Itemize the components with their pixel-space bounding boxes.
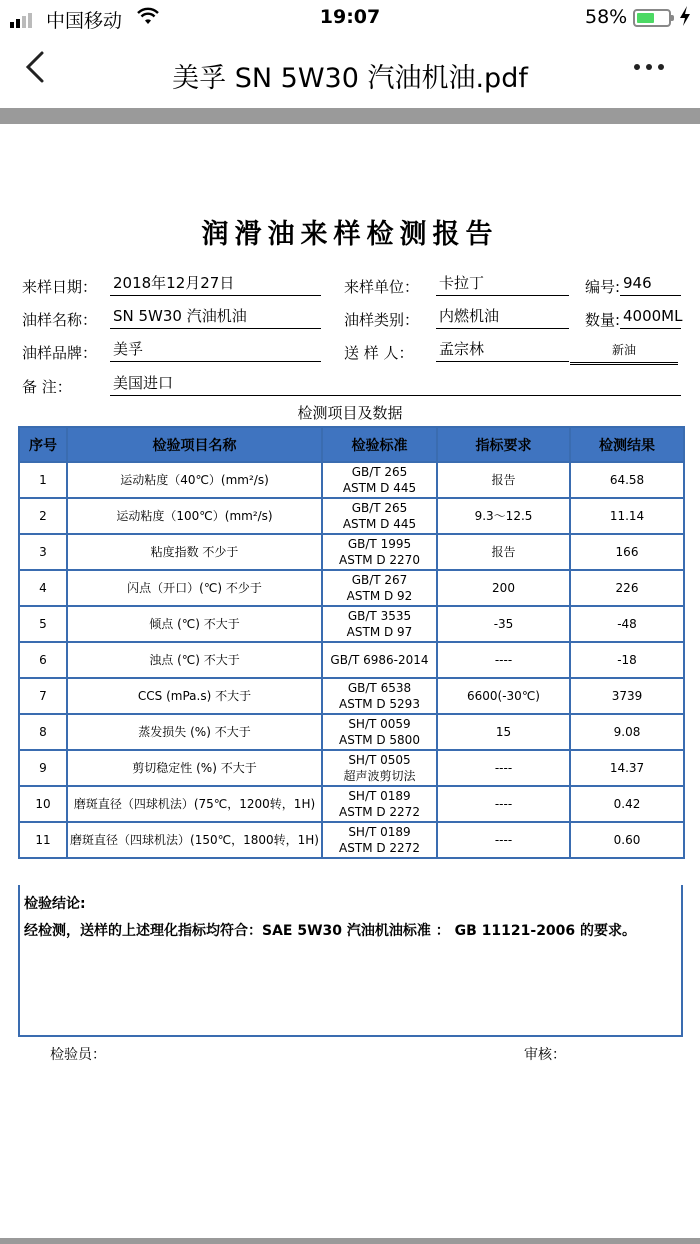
cell-standard bbox=[322, 570, 437, 606]
cell-no bbox=[19, 642, 67, 678]
label-oil-name: 油样名称： bbox=[22, 311, 98, 329]
cell-standard-line: SH/T 0189 bbox=[348, 825, 411, 839]
cell-item bbox=[67, 606, 322, 642]
cell-standard-line: ASTM D 445 bbox=[342, 517, 417, 531]
cell-requirement-line: 9.3～12.5 bbox=[474, 509, 533, 523]
cell-result bbox=[570, 498, 684, 534]
more-button[interactable] bbox=[632, 52, 666, 89]
cell-no-line: 2 bbox=[39, 509, 47, 523]
cell-requirement-line: ---- bbox=[494, 653, 513, 667]
cell-item-line: 剪切稳定性 (%) 不大于 bbox=[132, 761, 257, 775]
reviewer-label: 审核： bbox=[524, 1047, 566, 1063]
cell-result bbox=[570, 534, 684, 570]
table-row bbox=[19, 750, 684, 786]
cell-item-line: 粘度指数 不少于 bbox=[150, 545, 239, 559]
cell-item bbox=[67, 822, 322, 858]
cell-result-line: 64.58 bbox=[609, 473, 645, 487]
value-sample-date: 2018年12月27日 bbox=[110, 273, 321, 296]
conclusion-box bbox=[18, 885, 683, 1037]
cell-item-line: 浊点 (℃) 不大于 bbox=[149, 653, 240, 667]
cell-no bbox=[19, 822, 67, 858]
cell-no-line: 7 bbox=[39, 689, 47, 703]
more-horizontal-icon bbox=[632, 52, 666, 82]
cell-no bbox=[19, 462, 67, 498]
cell-requirement-line: ---- bbox=[494, 761, 513, 775]
cell-no bbox=[19, 750, 67, 786]
label-remarks: 备 注： bbox=[22, 378, 72, 396]
nav-bar bbox=[0, 36, 700, 108]
cell-item bbox=[67, 714, 322, 750]
cell-result-line: -18 bbox=[617, 653, 637, 667]
battery-percent: 58% bbox=[585, 6, 628, 28]
cell-result bbox=[570, 678, 684, 714]
cell-standard-line: GB/T 6538 bbox=[347, 681, 412, 695]
cell-requirement-line: ---- bbox=[494, 833, 513, 847]
header-standard: 检验标准 bbox=[322, 427, 437, 462]
cell-requirement bbox=[437, 678, 570, 714]
cell-standard bbox=[322, 786, 437, 822]
cell-result-line: 0.60 bbox=[613, 833, 641, 847]
cell-item-line: 磨斑直径（四球机法）(150℃，1800转，1H) bbox=[70, 833, 319, 847]
cell-standard bbox=[322, 678, 437, 714]
cell-result bbox=[570, 786, 684, 822]
cell-standard-line: 超声波剪切法 bbox=[343, 769, 416, 783]
cell-requirement-line: 报告 bbox=[491, 473, 516, 487]
cell-no bbox=[19, 786, 67, 822]
cell-requirement-line: ---- bbox=[494, 797, 513, 811]
label-number: 编号: bbox=[585, 278, 621, 296]
cell-standard bbox=[322, 714, 437, 750]
cell-no-line: 10 bbox=[35, 797, 51, 811]
value-brand: 美孚 bbox=[110, 339, 321, 362]
cell-requirement bbox=[437, 462, 570, 498]
label-oil-type: 油样类别： bbox=[344, 311, 420, 329]
cell-no bbox=[19, 534, 67, 570]
cell-result bbox=[570, 570, 684, 606]
cell-item bbox=[67, 498, 322, 534]
battery-fill bbox=[637, 13, 654, 23]
cell-result bbox=[570, 606, 684, 642]
cell-standard-line: ASTM D 445 bbox=[342, 481, 417, 495]
header-requirement: 指标要求 bbox=[437, 427, 570, 462]
cell-requirement bbox=[437, 750, 570, 786]
cell-item-line: 蒸发损失 (%) 不大于 bbox=[138, 725, 251, 739]
cell-item bbox=[67, 462, 322, 498]
cell-standard bbox=[322, 462, 437, 498]
label-sample-date: 来样日期： bbox=[22, 278, 98, 296]
cell-requirement-line: -35 bbox=[493, 617, 514, 631]
cell-requirement bbox=[437, 498, 570, 534]
cell-result bbox=[570, 822, 684, 858]
value-remarks: 美国进口 bbox=[110, 373, 681, 396]
cell-standard-line: ASTM D 2272 bbox=[339, 805, 420, 819]
cell-item-line: 倾点 (℃) 不大于 bbox=[149, 617, 240, 631]
cell-no-line: 1 bbox=[39, 473, 47, 487]
cell-standard bbox=[322, 642, 437, 678]
cell-item-line: 磨斑直径（四球机法）(75℃，1200转，1H) bbox=[73, 797, 316, 811]
cell-requirement-line: 15 bbox=[495, 725, 512, 739]
inspector-label: 检验员： bbox=[50, 1047, 106, 1063]
cell-standard-line: ASTM D 92 bbox=[346, 589, 413, 603]
cell-requirement bbox=[437, 606, 570, 642]
cell-requirement-line: 200 bbox=[492, 581, 515, 595]
cell-result bbox=[570, 462, 684, 498]
table-row bbox=[19, 786, 684, 822]
cell-standard-line: ASTM D 5293 bbox=[339, 697, 420, 711]
cell-result-line: 0.42 bbox=[613, 797, 641, 811]
table-header-row bbox=[19, 427, 684, 462]
cell-no-line: 4 bbox=[39, 581, 47, 595]
cell-result-line: -48 bbox=[617, 617, 637, 631]
table-row bbox=[19, 462, 684, 498]
cell-no bbox=[19, 714, 67, 750]
cell-no-line: 3 bbox=[39, 545, 47, 559]
cell-requirement-line: 6600(-30℃) bbox=[467, 689, 540, 703]
cell-result-line: 14.37 bbox=[609, 761, 645, 775]
cell-standard-line: SH/T 0059 bbox=[348, 717, 411, 731]
cell-no bbox=[19, 606, 67, 642]
battery-icon bbox=[633, 9, 671, 27]
label-quantity: 数量: bbox=[585, 311, 621, 329]
value-condition: 新油 bbox=[570, 340, 678, 365]
cell-no bbox=[19, 678, 67, 714]
cell-standard-line: SH/T 0505 bbox=[348, 753, 411, 767]
document-title: 美孚 SN 5W30 汽油机油.pdf bbox=[172, 63, 528, 94]
cell-no-line: 9 bbox=[39, 761, 47, 775]
cell-result-line: 166 bbox=[615, 545, 639, 559]
cell-no bbox=[19, 498, 67, 534]
cell-standard bbox=[322, 750, 437, 786]
table-row bbox=[19, 714, 684, 750]
cell-result-line: 3739 bbox=[611, 689, 643, 703]
value-oil-type: 内燃机油 bbox=[436, 306, 569, 329]
cell-result bbox=[570, 642, 684, 678]
cell-standard-line: GB/T 6986-2014 bbox=[330, 653, 429, 667]
label-sender: 送 样 人： bbox=[344, 344, 414, 362]
cell-standard bbox=[322, 498, 437, 534]
cell-item-line: 闪点（开口）(℃) 不少于 bbox=[127, 581, 262, 595]
label-sample-unit: 来样单位： bbox=[344, 278, 420, 296]
value-sender: 孟宗林 bbox=[436, 339, 569, 362]
cell-item-line: CCS (mPa.s) 不大于 bbox=[137, 689, 252, 703]
cell-no-line: 5 bbox=[39, 617, 47, 631]
cell-result-line: 11.14 bbox=[609, 509, 645, 523]
cell-no bbox=[19, 570, 67, 606]
table-row bbox=[19, 534, 684, 570]
table-row bbox=[19, 642, 684, 678]
cell-requirement bbox=[437, 570, 570, 606]
cell-no-line: 11 bbox=[35, 833, 51, 847]
label-brand: 油样品牌： bbox=[22, 344, 98, 362]
cell-result bbox=[570, 714, 684, 750]
cell-item-line: 运动粘度（100℃）(mm²/s) bbox=[116, 509, 273, 523]
clock: 19:07 bbox=[319, 6, 381, 28]
cell-standard-line: ASTM D 5800 bbox=[339, 733, 420, 747]
value-quantity: 4000ML bbox=[620, 306, 681, 329]
report-title: 润滑油来样检测报告 bbox=[201, 219, 499, 250]
cell-standard-line: GB/T 267 bbox=[351, 573, 408, 587]
viewer-bottom-bar bbox=[0, 1238, 700, 1244]
value-number: 946 bbox=[620, 273, 681, 296]
cell-standard-line: GB/T 265 bbox=[351, 465, 408, 479]
table-row bbox=[19, 822, 684, 858]
status-bar bbox=[0, 0, 700, 36]
cell-standard-line: GB/T 1995 bbox=[347, 537, 412, 551]
cell-item bbox=[67, 786, 322, 822]
cell-item bbox=[67, 534, 322, 570]
cell-standard-line: GB/T 265 bbox=[351, 501, 408, 515]
conclusion-label: 检验结论: bbox=[24, 896, 86, 912]
header-item: 检验项目名称 bbox=[67, 427, 322, 462]
viewer-divider bbox=[0, 108, 700, 124]
cell-item bbox=[67, 570, 322, 606]
section-title: 检测项目及数据 bbox=[297, 404, 403, 422]
cell-standard-line: SH/T 0189 bbox=[348, 789, 411, 803]
cell-result bbox=[570, 750, 684, 786]
cell-standard-line: ASTM D 97 bbox=[346, 625, 413, 639]
cell-standard bbox=[322, 822, 437, 858]
header-result: 检测结果 bbox=[570, 427, 684, 462]
value-sample-unit: 卡拉丁 bbox=[436, 273, 569, 296]
table-row bbox=[19, 606, 684, 642]
cell-no-line: 6 bbox=[39, 653, 47, 667]
pdf-page[interactable] bbox=[0, 124, 700, 1238]
cell-item bbox=[67, 750, 322, 786]
cell-item bbox=[67, 678, 322, 714]
cell-requirement bbox=[437, 642, 570, 678]
cell-requirement bbox=[437, 786, 570, 822]
conclusion-text: 经检测，送样的上述理化指标均符合：SAE 5W30 汽油机油标准 ： GB 11121-2006 的要求。 bbox=[24, 923, 637, 939]
cell-result-line: 9.08 bbox=[613, 725, 641, 739]
results-table bbox=[18, 426, 685, 859]
cell-item bbox=[67, 642, 322, 678]
cell-standard-line: ASTM D 2272 bbox=[339, 841, 420, 855]
cell-no-line: 8 bbox=[39, 725, 47, 739]
charging-bolt-icon bbox=[679, 5, 691, 32]
cell-standard-line: GB/T 3535 bbox=[347, 609, 412, 623]
table-row bbox=[19, 498, 684, 534]
carrier-name: 中国移动 bbox=[46, 10, 123, 32]
cell-requirement bbox=[437, 534, 570, 570]
cell-requirement bbox=[437, 822, 570, 858]
cell-standard-line: ASTM D 2270 bbox=[339, 553, 420, 567]
value-oil-name: SN 5W30 汽油机油 bbox=[110, 306, 321, 329]
cell-requirement bbox=[437, 714, 570, 750]
table-row bbox=[19, 678, 684, 714]
table-row bbox=[19, 570, 684, 606]
header-no: 序号 bbox=[19, 427, 67, 462]
cell-item-line: 运动粘度（40℃）(mm²/s) bbox=[120, 473, 269, 487]
cell-result-line: 226 bbox=[615, 581, 639, 595]
cell-standard bbox=[322, 534, 437, 570]
cell-requirement-line: 报告 bbox=[491, 545, 516, 559]
cell-standard bbox=[322, 606, 437, 642]
